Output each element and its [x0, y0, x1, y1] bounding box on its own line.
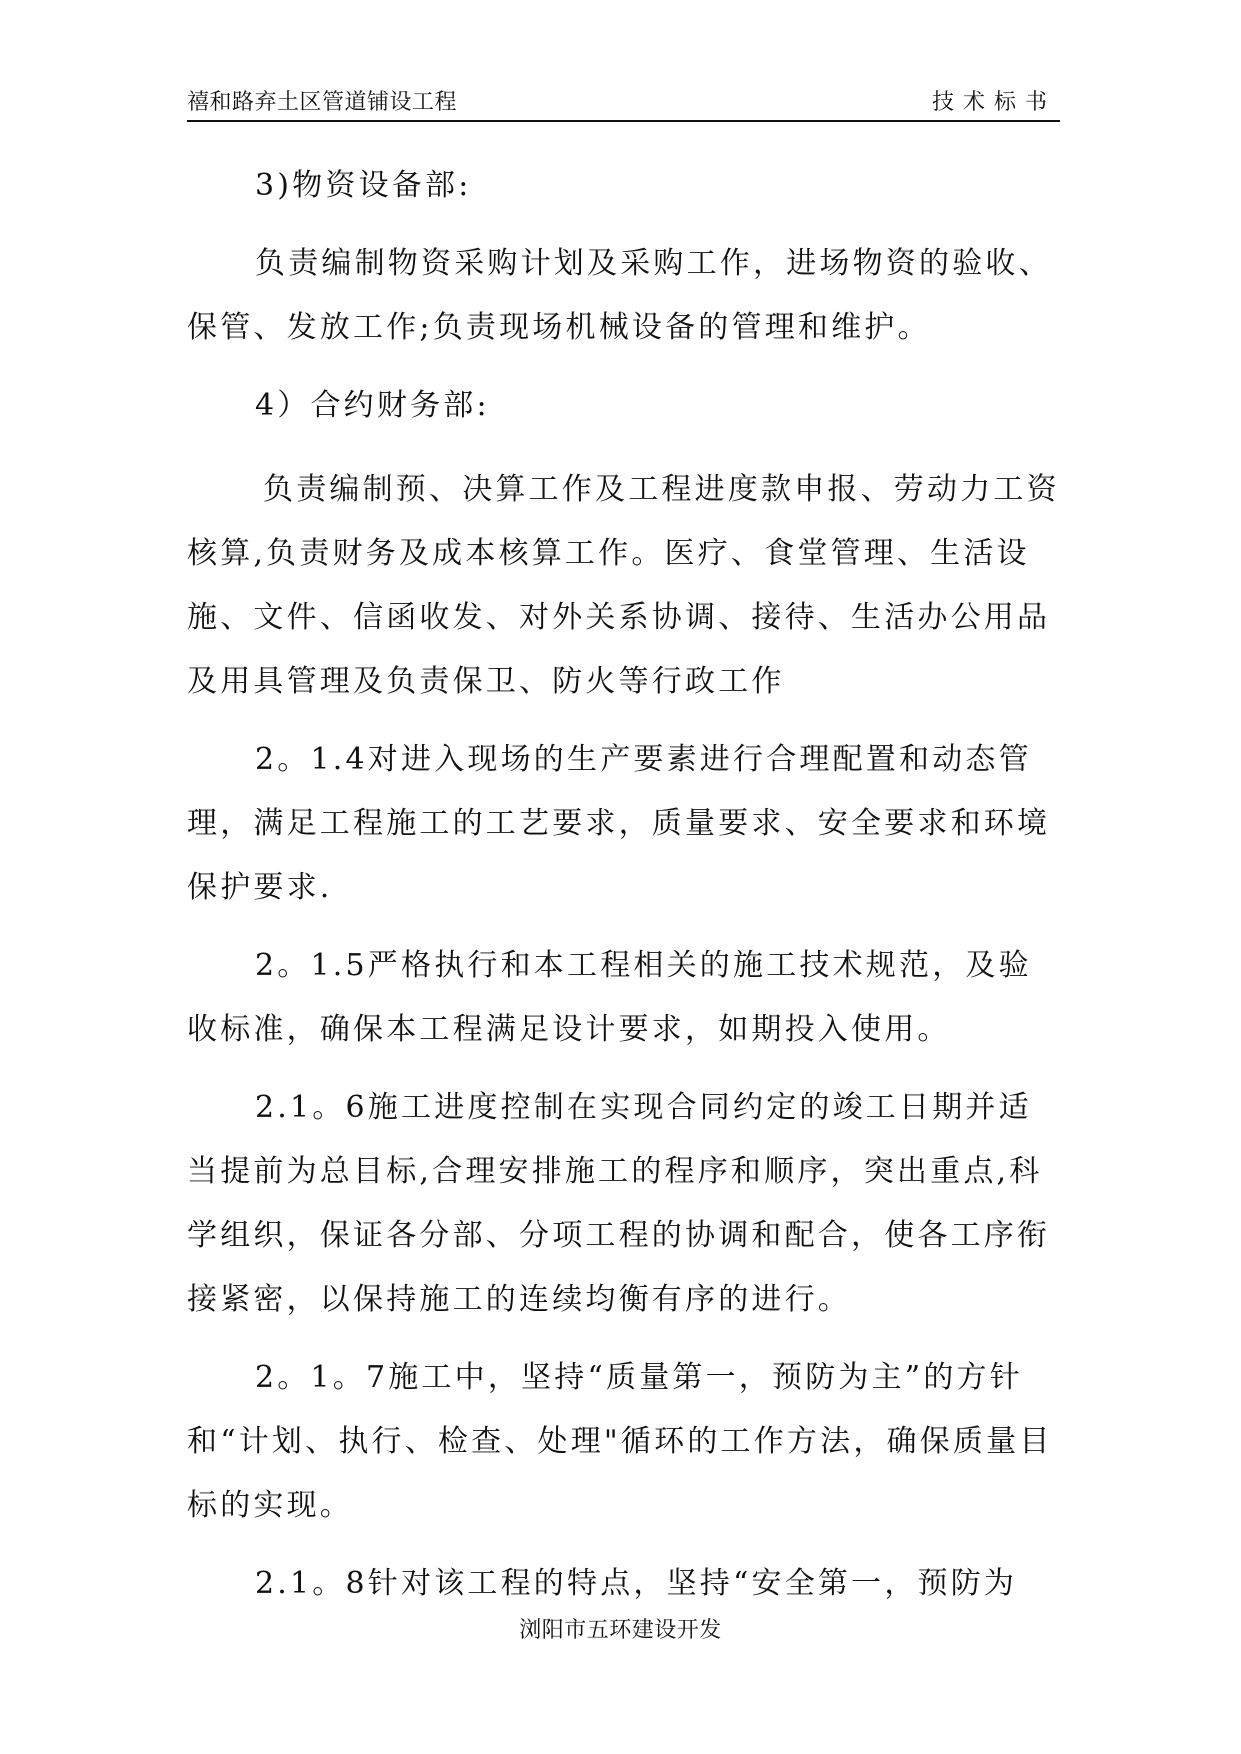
page-header [187, 88, 1060, 118]
body-text [187, 154, 1060, 1616]
paragraph-2-1-4: 2。1.4对进入现场的生产要素进行合理配置和动态管理，满足工程施工的工艺要求，质量要求、安全要求和环境保护要求. [187, 742, 1051, 905]
paragraph-finance-dept-duties: 负责编制预、决算工作及工程进度款申报、劳动力工资核算,负责财务及成本核算工作。医疗、食堂管理、生活设施、文件、信函收发、对外关系协调、接待、生活办公用品及用具管理及负责保卫、防火等行政工作 [187, 472, 1060, 699]
document-type: 技术标书 [931, 90, 1056, 115]
paragraph-heading-materials-dept: 3)物资设备部: [255, 168, 472, 203]
project-title: 禧和路弃土区管道铺设工程 [187, 90, 458, 115]
paragraph-heading-finance-dept: 4）合约财务部: [255, 388, 490, 423]
paragraph-materials-dept-duties: 负责编制物资采购计划及采购工作，进场物资的验收、保管、发放工作;负责现场机械设备的管理和维护。 [187, 246, 1052, 345]
paragraph-2-1-8: 2.1。8针对该工程的特点，坚持“安全第一，预防为 [255, 1566, 1018, 1601]
page-footer: 浏阳市五环建设开发 [519, 1618, 722, 1643]
paragraph-2-1-6: 2.1。6施工进度控制在实现合同约定的竣工日期并适当提前为总目标,合理安排施工的程序和顺序，突出重点,科学组织，保证各分部、分项工程的协调和配合，使各工序衔接紧密，以保持施工的连续均衡有序的进行。 [187, 1090, 1051, 1317]
paragraph-2-1-7: 2。1。7施工中，坚持“质量第一，预防为主”的方针和“计划、执行、检查、处理"循环的工作方法，确保质量目标的实现。 [187, 1360, 1053, 1523]
header-divider [187, 120, 1060, 122]
paragraph-2-1-5: 2。1.5严格执行和本工程相关的施工技术规范，及验收标准，确保本工程满足设计要求，如期投入使用。 [187, 948, 1032, 1047]
